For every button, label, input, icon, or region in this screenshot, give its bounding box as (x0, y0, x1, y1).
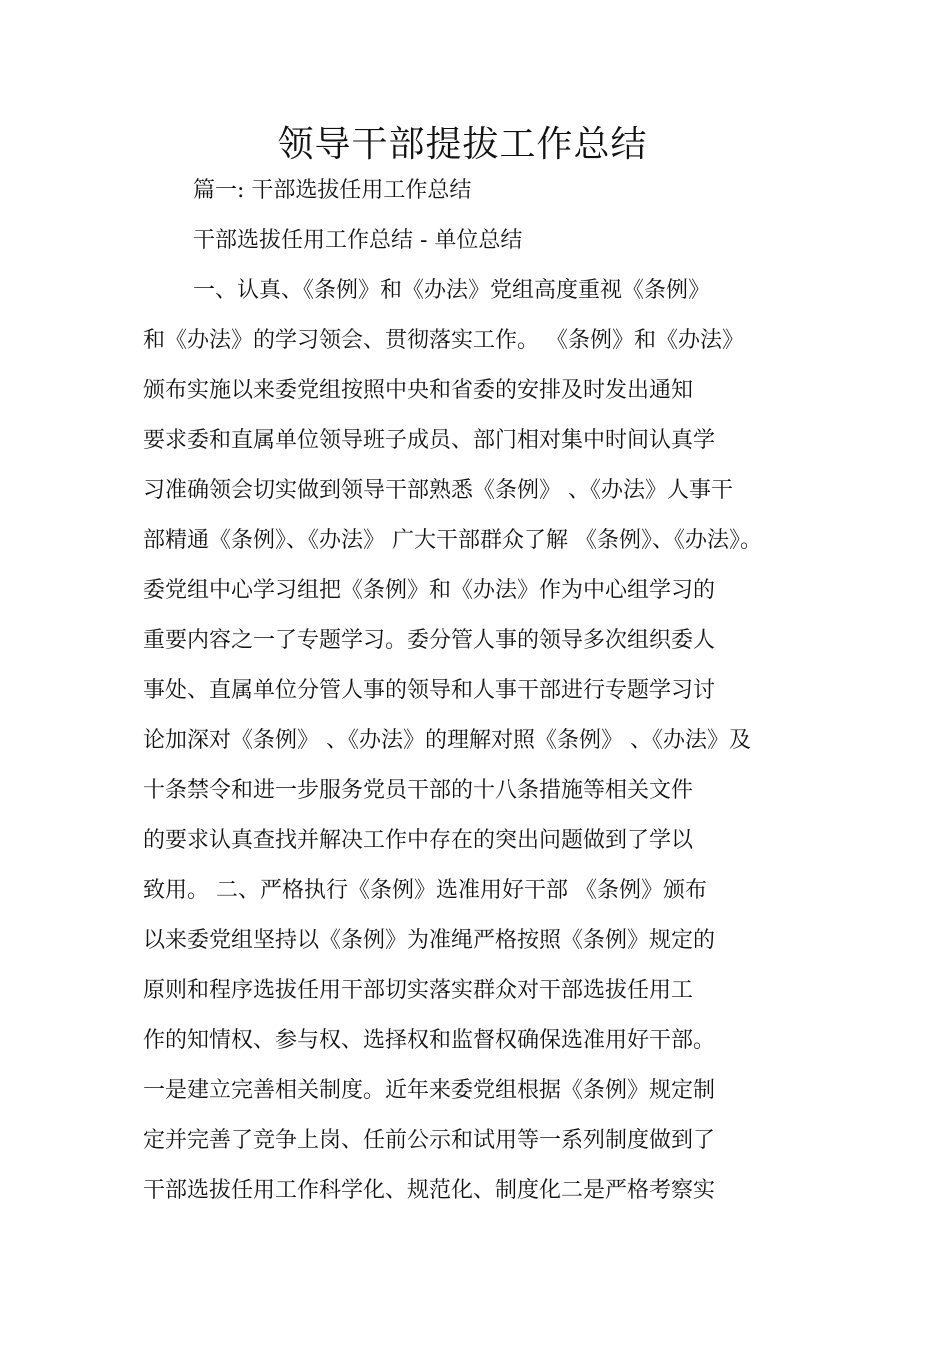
document-title: 领导干部提拔工作总结 (277, 124, 648, 165)
body-line: 原则和程序选拔任用干部切实落实群众对干部选拔任用工 (143, 978, 694, 1003)
body-line: 以来委党组坚持以《条例》为准绳严格按照《条例》规定的 (143, 928, 716, 953)
body-line: 委党组中心学习组把《条例》和《办法》作为中心组学习的 (143, 578, 716, 603)
body-line: 作的知情权、参与权、选择权和监督权确保选准用好干部。 (143, 1028, 716, 1053)
body-line: 致用。 二、严格执行《条例》选准用好干部 《条例》颁布 (143, 878, 707, 903)
body-line: 重要内容之一了专题学习。委分管人事的领导多次组织委人 (143, 628, 716, 653)
body-line: 干部选拔任用工作科学化、规范化、制度化二是严格考察实 (143, 1178, 716, 1203)
body-line: 部精通《条例》、《办法》 广大干部群众了解 《条例》、《办法》。 (143, 528, 762, 553)
body-line: 一、认真、《条例》和《办法》党组高度重视《条例》 (193, 278, 711, 303)
body-line: 十条禁令和进一步服务党员干部的十八条措施等相关文件 (143, 778, 694, 803)
subtitle: 篇一: 干部选拔任用工作总结 (193, 178, 472, 203)
body-line: 颁布实施以来委党组按照中央和省委的安排及时发出通知 (143, 378, 694, 403)
section-heading: 干部选拔任用工作总结 - 单位总结 (193, 228, 523, 253)
body-line: 要求委和直属单位领导班子成员、部门相对集中时间认真学 (143, 428, 716, 453)
body-line: 定并完善了竞争上岗、任前公示和试用等一系列制度做到了 (143, 1128, 716, 1153)
body-line: 一是建立完善相关制度。近年来委党组根据《条例》规定制 (143, 1078, 716, 1103)
body-line: 的要求认真查找并解决工作中存在的突出问题做到了学以 (143, 828, 694, 853)
body-line: 论加深对《条例》 、《办法》的理解对照《条例》 、《办法》及 (143, 728, 751, 753)
body-line: 习准确领会切实做到领导干部熟悉《条例》 、《办法》人事干 (143, 478, 733, 503)
body-line: 和《办法》的学习领会、贯彻落实工作。 《条例》和《办法》 (143, 328, 744, 353)
body-line: 事处、直属单位分管人事的领导和人事干部进行专题学习讨 (143, 678, 716, 703)
